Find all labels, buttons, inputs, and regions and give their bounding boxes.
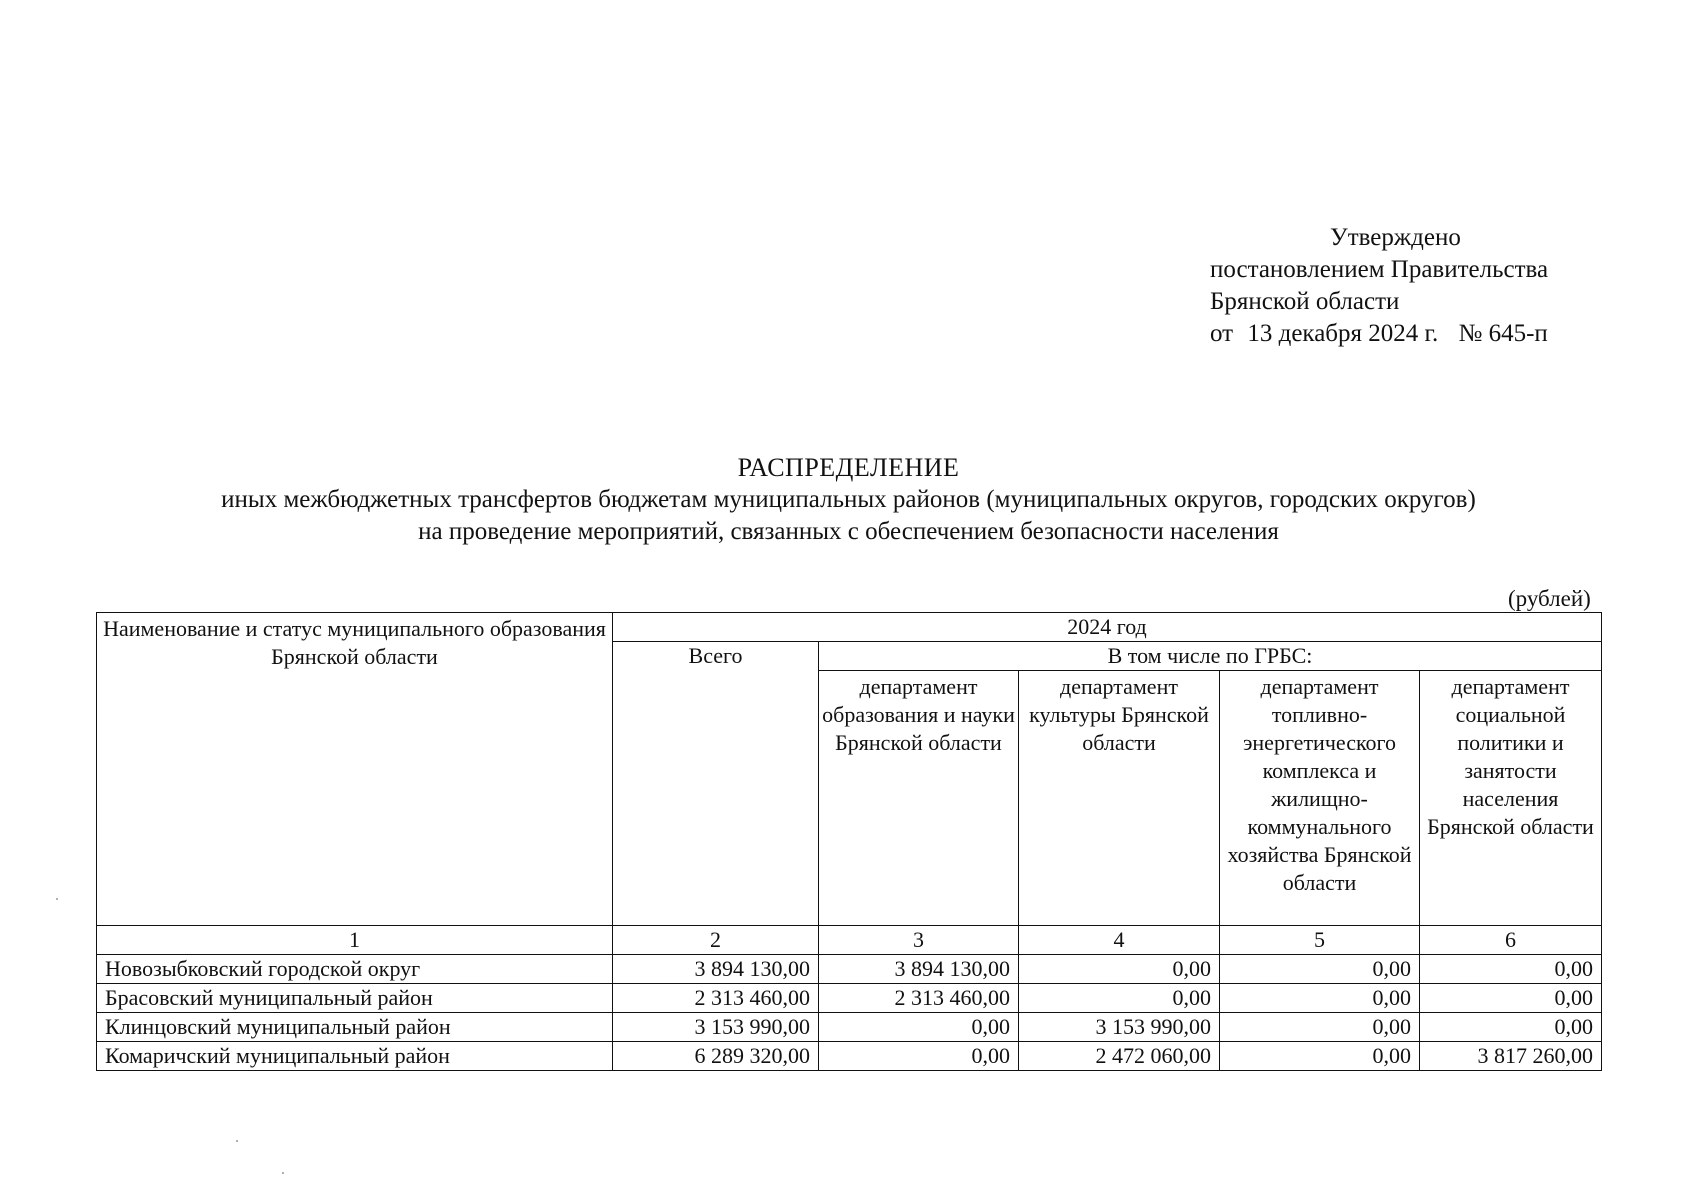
header-year: 2024 год <box>613 613 1602 642</box>
approval-date-line <box>1210 318 1548 350</box>
row-culture: 2 472 060,00 <box>1019 1042 1220 1071</box>
row-energy: 0,00 <box>1220 1042 1420 1071</box>
document-title: РАСПРЕДЕЛЕНИЕ <box>737 453 960 482</box>
row-name: Клинцовский муниципальный район <box>97 1013 613 1042</box>
approval-number: 645-п <box>1488 320 1548 347</box>
row-education: 2 313 460,00 <box>819 984 1019 1013</box>
approval-block <box>1210 222 1548 350</box>
header-dept-culture: департамент культуры Брянской области <box>1019 671 1220 926</box>
row-total: 2 313 460,00 <box>613 984 819 1013</box>
column-number: 2 <box>613 926 819 955</box>
column-numbers-row <box>97 926 1602 955</box>
row-energy: 0,00 <box>1220 955 1420 984</box>
approval-region: Брянской области <box>1210 288 1400 315</box>
row-culture: 3 153 990,00 <box>1019 1013 1220 1042</box>
row-name: Комаричский муниципальный район <box>97 1042 613 1071</box>
row-social: 0,00 <box>1420 984 1602 1013</box>
document-heading <box>0 452 1697 548</box>
approval-authority: постановлением Правительства <box>1210 256 1549 283</box>
approval-title: Утверждено <box>1330 224 1461 251</box>
approval-date: 13 декабря 2024 г. <box>1247 320 1439 347</box>
approval-number-sign: № <box>1458 320 1483 347</box>
row-culture: 0,00 <box>1019 955 1220 984</box>
header-including: В том числе по ГРБС: <box>819 642 1602 671</box>
row-social: 3 817 260,00 <box>1420 1042 1602 1071</box>
document-subtitle-2: на проведение мероприятий, связанных с обеспечением безопасности населения <box>418 518 1279 545</box>
table-row <box>97 984 1602 1013</box>
header-name: Наименование и статус муниципального образования Брянской области <box>97 613 613 926</box>
distribution-table <box>96 612 1602 1071</box>
column-number: 5 <box>1220 926 1420 955</box>
row-name: Новозыбковский городской округ <box>97 955 613 984</box>
row-energy: 0,00 <box>1220 984 1420 1013</box>
scan-speck <box>236 1140 238 1142</box>
row-education: 0,00 <box>819 1013 1019 1042</box>
scan-speck <box>56 898 58 900</box>
table-row <box>97 955 1602 984</box>
column-number: 6 <box>1420 926 1602 955</box>
row-total: 3 153 990,00 <box>613 1013 819 1042</box>
row-total: 3 894 130,00 <box>613 955 819 984</box>
row-name: Брасовский муниципальный район <box>97 984 613 1013</box>
column-number: 4 <box>1019 926 1220 955</box>
row-social: 0,00 <box>1420 955 1602 984</box>
row-education: 3 894 130,00 <box>819 955 1019 984</box>
row-culture: 0,00 <box>1019 984 1220 1013</box>
column-number: 1 <box>97 926 613 955</box>
document-subtitle-1: иных межбюджетных трансфертов бюджетам муниципальных районов (муниципальных округов, городских округов) <box>221 486 1476 513</box>
row-education: 0,00 <box>819 1042 1019 1071</box>
column-number: 3 <box>819 926 1019 955</box>
row-energy: 0,00 <box>1220 1013 1420 1042</box>
header-dept-energy: департамент топливно-энергетического комплекса и жилищно-коммунального хозяйства Брянской области <box>1220 671 1420 926</box>
header-dept-education: департамент образования и науки Брянской области <box>819 671 1019 926</box>
scan-speck <box>282 1172 284 1174</box>
row-total: 6 289 320,00 <box>613 1042 819 1071</box>
header-dept-social: департамент социальной политики и занятости населения Брянской области <box>1420 671 1602 926</box>
header-total: Всего <box>613 642 819 926</box>
table-row <box>97 1042 1602 1071</box>
row-social: 0,00 <box>1420 1013 1602 1042</box>
units-label: (рублей) <box>1508 586 1591 611</box>
approval-date-prefix: от <box>1210 320 1234 347</box>
table-row <box>97 1013 1602 1042</box>
